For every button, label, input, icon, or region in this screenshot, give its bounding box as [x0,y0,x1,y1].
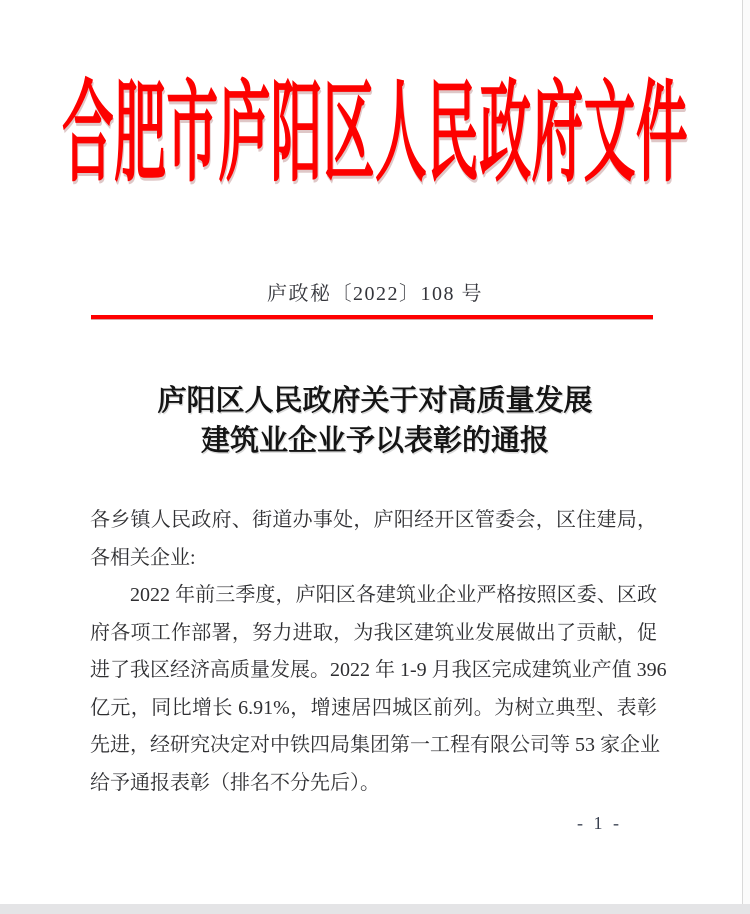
paragraph-line: 亿元，同比增长 6.91%，增速居四城区前列。为树立典型、表彰 [90,696,657,719]
document-body [90,502,667,802]
salutation-line: 各相关企业: [90,546,196,569]
paragraph-line: 给予通报表彰（排名不分先后）。 [90,771,380,794]
page-bottom-edge [0,904,750,914]
salutation-line: 各乡镇人民政府、街道办事处，庐阳经开区管委会，区住建局， [90,509,657,531]
document-title-line-2: 建筑业企业予以表彰的通报 [200,425,549,457]
document-number: 庐政秘〔2022〕108 号 [267,283,483,305]
red-divider-rule [91,315,653,319]
paragraph-line: 府各项工作部署，努力进取，为我区建筑业发展做出了贡献，促 [90,621,657,644]
page-number: - 1 - [577,813,622,833]
masthead-title: 合肥市庐阳区人民政府文件 [61,73,689,195]
document-title [0,381,750,461]
document-title-line-1: 庐阳区人民政府关于对高质量发展 [157,385,593,417]
paragraph-line: 进了我区经济高质量发展。2022 年 1-9 月我区完成建筑业产值 396 [90,659,667,681]
paragraph-line: 2022 年前三季度，庐阳区各建筑业企业严格按照区委、区政 [130,584,657,606]
document-masthead [0,70,750,198]
paragraph-line: 先进，经研究决定对中铁四局集团第一工程有限公司等 53 家企业 [90,734,660,756]
page-right-edge [742,0,750,914]
